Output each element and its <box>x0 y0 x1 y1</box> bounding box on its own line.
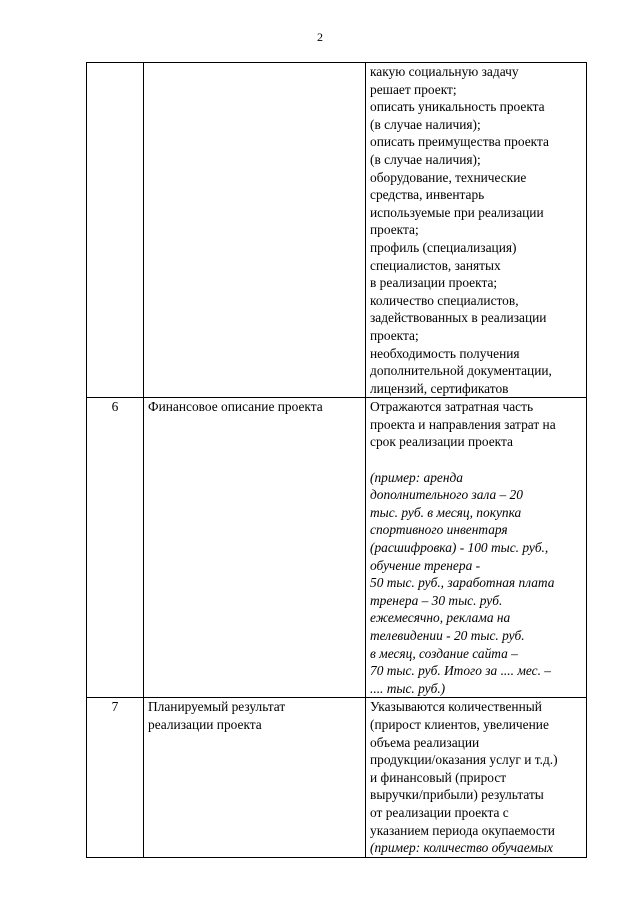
description-line: количество специалистов, <box>370 292 519 308</box>
blank-line <box>370 451 582 469</box>
description-line: оборудование, технические <box>370 169 527 185</box>
description-line: от реализации проекта с <box>370 804 509 820</box>
description-line: проекта; <box>370 222 419 238</box>
example-line: спортивного инвентаря <box>370 522 508 538</box>
description-line: в реализации проекта; <box>370 275 498 291</box>
description-line: необходимость получения <box>370 345 520 361</box>
row-number-cell <box>87 63 144 398</box>
row-name-line: Планируемый результат <box>148 699 286 715</box>
example-line: обучение тренера - <box>370 557 481 573</box>
row-description-cell <box>366 63 587 398</box>
description-line: Отражаются затратная часть <box>370 399 534 415</box>
description-line: объема реализации <box>370 734 480 750</box>
example-line: 70 тыс. руб. Итого за .... мес. – <box>370 663 551 679</box>
description-line: описать уникальность проекта <box>370 99 545 115</box>
description-line: выручки/прибыли) результаты <box>370 787 544 803</box>
table-row <box>87 398 587 698</box>
description-line: специалистов, занятых <box>370 257 501 273</box>
table-row <box>87 698 587 857</box>
description-line: лицензий, сертификатов <box>370 380 509 396</box>
row-name-cell <box>144 63 366 398</box>
example-line: ежемесячно, реклама на <box>370 610 511 626</box>
row-number-cell: 7 <box>87 698 144 857</box>
example-line: в месяц, создание сайта – <box>370 645 518 661</box>
description-line: какую социальную задачу <box>370 64 519 79</box>
row-name-line: Финансовое описание проекта <box>148 399 323 415</box>
row-description-cell <box>366 398 587 698</box>
description-line: решает проект; <box>370 81 457 97</box>
description-line: задействованных в реализации <box>370 310 547 326</box>
example-line: телевидении - 20 тыс. руб. <box>370 628 525 643</box>
example-line: дополнительного зала – 20 <box>370 487 523 503</box>
description-line: срок реализации проекта <box>370 434 513 450</box>
example-line: тренера – 30 тыс. руб. <box>370 592 503 608</box>
description-line: профиль (специализация) <box>370 239 517 255</box>
description-line: средства, инвентарь <box>370 187 485 203</box>
example-line: тыс. руб. в месяц, покупка <box>370 504 522 520</box>
row-name-line: реализации проекта <box>148 716 262 732</box>
example-line: 50 тыс. руб., заработная плата <box>370 575 555 591</box>
row-name-cell <box>144 398 366 698</box>
description-line: дополнительной документации, <box>370 363 552 379</box>
example-line: .... тыс. руб.) <box>370 680 446 696</box>
row-number-cell: 6 <box>87 398 144 698</box>
example-line: (пример: аренда <box>370 469 463 485</box>
description-line: (прирост клиентов, увеличение <box>370 716 549 732</box>
description-line: указанием периода окупаемости <box>370 822 555 838</box>
example-line: (расшифровка) - 100 тыс. руб., <box>370 540 549 556</box>
example-line: (пример: количество обучаемых <box>370 840 553 856</box>
description-line: проекта и направления затрат на <box>370 416 556 432</box>
description-line: Указываются количественный <box>370 699 542 715</box>
description-line: описать преимущества проекта <box>370 134 549 150</box>
table-row <box>87 63 587 398</box>
description-line: используемые при реализации <box>370 204 544 220</box>
description-line: (в случае наличия); <box>370 151 481 167</box>
page-number: 2 <box>317 30 323 44</box>
row-name-cell <box>144 698 366 857</box>
description-line: проекта; <box>370 327 419 343</box>
row-description-cell <box>366 698 587 857</box>
requirements-table <box>86 62 587 858</box>
description-line: (в случае наличия); <box>370 116 481 132</box>
description-line: и финансовый (прирост <box>370 769 507 785</box>
description-line: продукции/оказания услуг и т.д.) <box>370 752 558 768</box>
